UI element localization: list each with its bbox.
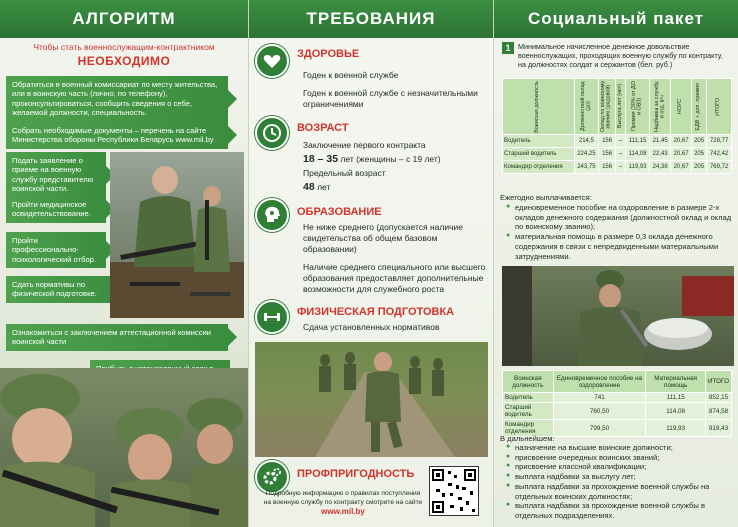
table-cell: 728,77 xyxy=(707,135,732,148)
table-header-label: ИТОГО xyxy=(715,97,722,116)
qr-code[interactable] xyxy=(429,466,479,516)
health-title: ЗДОРОВЬЕ xyxy=(297,48,360,60)
profile-section xyxy=(255,460,487,524)
social-package-panel xyxy=(493,0,738,527)
future-item: ● присвоение классной квалификации; xyxy=(506,462,732,472)
table-cell: 243,75 xyxy=(574,161,599,174)
table-cell: 119,93 xyxy=(625,161,649,174)
table-cell: 111,15 xyxy=(625,135,649,148)
future-list xyxy=(506,443,732,521)
fitness-section xyxy=(255,300,487,336)
future-item: ● присвоение очередных воинских званий; xyxy=(506,453,732,463)
age-max-line xyxy=(303,181,487,195)
step-2: Собрать необходимые документы – перечень на сайте Министерства обороны Республики Беларусь www.mil.by xyxy=(6,122,228,149)
row-label-cell: Старший водитель xyxy=(503,148,575,161)
table-header-label: Воинская должность xyxy=(534,80,541,133)
table-header-cell xyxy=(692,79,707,135)
table1-caption: Минимальное начисленное денежное довольствие военнослужащих, проходящих военную службу по контракту, на должностях солдат и сержантов (бел. руб.) xyxy=(518,42,723,69)
table-header-label: Премия (30% от ДО и ОВЗ) xyxy=(630,81,643,132)
age-title: ВОЗРАСТ xyxy=(297,122,349,134)
annual-list xyxy=(506,203,732,261)
table-header-cell: Материальная помощь xyxy=(646,371,706,393)
table-cell: 769,72 xyxy=(707,161,732,174)
table-cell: 20,67 xyxy=(671,148,692,161)
step-3: Подать заявление о приеме на военную службу представителю воинской части. xyxy=(6,152,106,198)
algorithm-header: АЛГОРИТМ xyxy=(0,0,248,38)
education-line1: Не ниже среднего (допускается наличие свидетельства об общем базовом образовании) xyxy=(303,222,463,255)
algorithm-intro: Чтобы стать военнослужащим-контрактником xyxy=(33,42,215,52)
table-cell: 20,67 xyxy=(671,135,692,148)
algorithm-panel xyxy=(0,0,248,527)
soldiers-rifle-illustration xyxy=(110,152,244,318)
requirements-header: ТРЕБОВАНИЯ xyxy=(249,0,493,38)
table-cell: 156 xyxy=(599,135,616,148)
clock-icon xyxy=(255,116,289,150)
table-cell: – xyxy=(615,161,625,174)
step-4: Пройти медицинское освидетельствование. xyxy=(6,196,106,223)
future-item: ● выплата надбавки за прохождение военной службы в отдельных подразделениях. xyxy=(506,501,732,520)
benefits-table xyxy=(502,370,732,437)
table-header-cell xyxy=(599,79,616,135)
social-package-header: Социальный пакет xyxy=(494,0,738,38)
field-kitchen-photo xyxy=(502,266,734,366)
heart-hands-icon xyxy=(255,44,289,78)
table-cell: 156 xyxy=(599,148,616,161)
table-cell: 205 xyxy=(692,161,707,174)
row-label-cell: Водитель xyxy=(503,135,575,148)
age-section xyxy=(255,116,487,196)
footer-text-block xyxy=(263,490,423,518)
table-cell: 111,15 xyxy=(646,393,706,403)
table-row xyxy=(503,161,732,174)
table-header-cell xyxy=(671,79,692,135)
annual-title: Ежегодно выплачивается: xyxy=(500,193,592,202)
profile-title: ПРОФПРИГОДНОСТЬ xyxy=(297,468,415,480)
row-label-cell: Командир отделения xyxy=(503,161,575,174)
benefits-table-body xyxy=(503,393,732,437)
table-header-label: Выслуга лет (нет) xyxy=(616,84,623,129)
item-number-badge: 1 xyxy=(502,42,514,54)
table-cell: 741 xyxy=(553,393,646,403)
step-6: Сдать нормативы по физической подготовке. xyxy=(6,276,126,303)
soldiers-helmets-illustration xyxy=(0,368,248,527)
age-range-suffix: лет (женщины – с 19 лет) xyxy=(340,154,441,164)
table-cell: 119,93 xyxy=(646,420,706,437)
education-line2: Наличие среднего специального или высшего образования предоставляет дополнительные возможности для служебного роста xyxy=(303,262,486,295)
education-title: ОБРАЗОВАНИЕ xyxy=(297,206,382,218)
allowance-table-header xyxy=(503,79,732,135)
table-row xyxy=(503,135,732,148)
table-cell: 799,50 xyxy=(553,420,646,437)
table-cell: 156 xyxy=(599,161,616,174)
table-header-label: Надбавка за службу в отд. в/ч xyxy=(653,81,666,132)
soldiers-rifle-photo xyxy=(110,152,244,318)
benefits-table-header xyxy=(503,371,732,393)
age-range-line xyxy=(303,153,487,167)
table-cell: 919,43 xyxy=(706,420,732,437)
age-range: 18 – 35 xyxy=(303,153,339,165)
table-cell: 742,42 xyxy=(707,148,732,161)
future-item: ● выплата надбавки за выслугу лет; xyxy=(506,472,732,482)
table-cell: – xyxy=(615,148,625,161)
row-label-cell: Водитель xyxy=(503,393,554,403)
table-cell: 214,5 xyxy=(574,135,599,148)
table-header-cell xyxy=(615,79,625,135)
table-header-label: ЕДВ + доп. премия xyxy=(695,82,702,131)
step-1: Обратиться в военный комиссариат по месту жительства, или в воинскую часть (лично, по телефону), проконсультироваться, сообщить сведения о себе, желаемой должности, специальность. xyxy=(6,76,228,122)
table-cell: 21,45 xyxy=(650,135,671,148)
step-7: Ознакомиться с заключением аттестационной комиссии воинской части xyxy=(6,324,228,351)
table-header-label: Должностной оклад (до) xyxy=(579,81,592,132)
annual-item: ● материальная помощь в размере 0,3 оклада денежного содержания в связи с непредвиденными материальными затруднениями. xyxy=(506,232,732,261)
row-label-cell: Командир отделения xyxy=(503,420,554,437)
table-header-cell: Воинская должность xyxy=(503,371,554,393)
health-section xyxy=(255,44,487,114)
future-title: В дальнейшем: xyxy=(500,434,555,443)
age-max: 48 xyxy=(303,181,315,193)
table-row xyxy=(503,393,732,403)
table-cell: 24,38 xyxy=(650,161,671,174)
health-line1: Годен к военной службе xyxy=(303,70,399,80)
age-max-suffix: лет xyxy=(317,182,331,192)
table-cell: 205 xyxy=(692,148,707,161)
dumbbell-icon xyxy=(255,300,289,334)
health-line2: Годен к военной службе с незначительными ограничениями xyxy=(303,88,478,110)
allowance-table-body xyxy=(503,135,732,174)
fitness-line1: Сдача установленных нормативов xyxy=(303,322,440,332)
gears-icon xyxy=(255,460,289,494)
table-cell: 205 xyxy=(692,135,707,148)
table-cell: 874,58 xyxy=(706,403,732,420)
future-item: ● назначение на высшие воинские должности; xyxy=(506,443,732,453)
footer-site-link[interactable]: www.mil.by xyxy=(321,507,365,517)
table-cell: 22,43 xyxy=(650,148,671,161)
footer-text: Подробную информацию о правилах поступления на военную службу по контракту смотрите на сайте xyxy=(263,490,423,506)
table-header-cell xyxy=(650,79,671,135)
row-label-cell: Старший водитель xyxy=(503,403,554,420)
age-line1: Заключение первого контракта xyxy=(303,140,426,150)
requirements-panel xyxy=(248,0,493,527)
annual-item: ● единовременное пособие на оздоровление в размере 2-х окладов денежного содержания (должностной оклад и оклад по воинскому званию); xyxy=(506,203,732,232)
table-header-cell xyxy=(574,79,599,135)
head-gear-icon xyxy=(255,198,289,232)
table-row xyxy=(503,403,732,420)
running-soldiers-photo xyxy=(255,342,488,457)
table-cell: 760,50 xyxy=(553,403,646,420)
table-header-label: НОУС xyxy=(677,98,684,115)
table-header-cell xyxy=(503,79,575,135)
future-item: ● выплата надбавки за прохождение военной службы на отдельных воинских должностях; xyxy=(506,482,732,501)
step-5: Пройти профессионально-психологический отбор. xyxy=(6,232,106,268)
algorithm-need: НЕОБХОДИМО xyxy=(77,54,171,68)
table-header-label: Оклад по воинскому званию (рядовой) xyxy=(600,80,613,133)
fitness-title: ФИЗИЧЕСКАЯ ПОДГОТОВКА xyxy=(297,306,455,318)
education-section xyxy=(255,198,487,298)
table-header-cell xyxy=(707,79,732,135)
allowance-table xyxy=(502,78,732,174)
table-header-cell: Единовременное пособие на оздоровление xyxy=(553,371,646,393)
table-cell: – xyxy=(615,135,625,148)
field-kitchen-illustration xyxy=(502,266,734,366)
table-cell: 114,08 xyxy=(625,148,649,161)
soldiers-helmets-photo xyxy=(0,368,248,527)
table-row xyxy=(503,148,732,161)
table-header-cell: ИТОГО xyxy=(706,371,732,393)
table-cell: 20,67 xyxy=(671,161,692,174)
age-line3: Предельный возраст xyxy=(303,168,386,178)
table-cell: 114,08 xyxy=(646,403,706,420)
table-header-cell xyxy=(625,79,649,135)
table-cell: 852,15 xyxy=(706,393,732,403)
running-soldiers-illustration xyxy=(255,342,488,457)
table-cell: 224,25 xyxy=(574,148,599,161)
